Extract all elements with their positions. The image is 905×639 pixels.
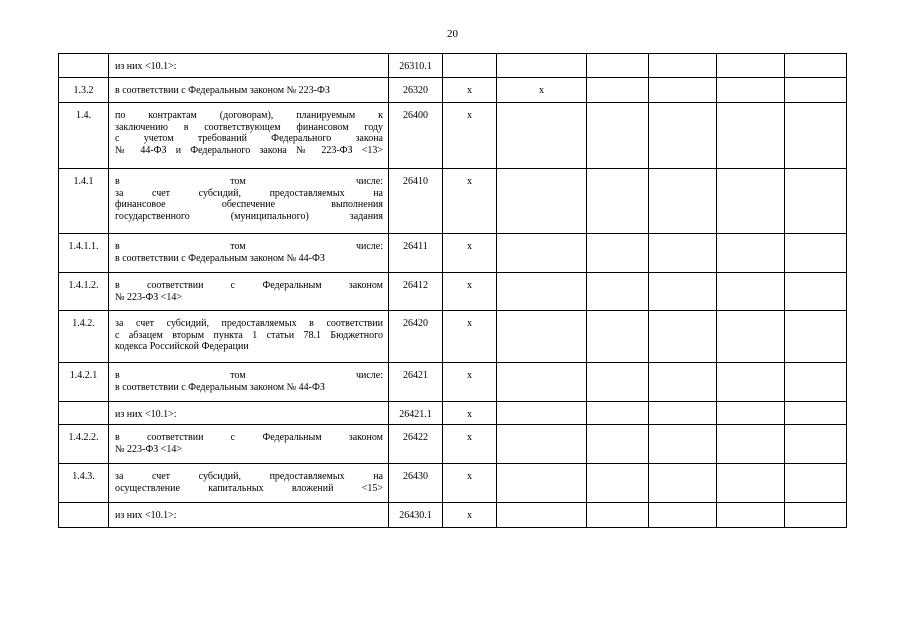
empty-cell: [587, 402, 649, 425]
empty-cell: [785, 103, 847, 169]
empty-cell: [649, 425, 717, 464]
empty-cell: [717, 169, 785, 234]
empty-cell: [649, 464, 717, 503]
description-line: из них <10.1>:: [115, 61, 177, 72]
description-line: в том числе:: [115, 241, 383, 252]
description-line: из них <10.1>:: [115, 510, 177, 521]
row-code: 26422: [389, 425, 443, 464]
empty-cell: [649, 363, 717, 402]
description-line: из них <10.1>:: [115, 409, 177, 420]
row-description: [109, 103, 389, 169]
row-description: [109, 363, 389, 402]
mark-cell: [497, 425, 587, 464]
empty-cell: [587, 273, 649, 311]
row-number: [59, 402, 109, 425]
empty-cell: [785, 54, 847, 78]
description-line: с учетом требований Федерального закона: [115, 133, 383, 144]
row-number: 1.4.2.: [59, 311, 109, 363]
empty-cell: [649, 273, 717, 311]
row-description: [109, 54, 389, 78]
empty-cell: [785, 425, 847, 464]
empty-cell: [717, 402, 785, 425]
empty-cell: [649, 234, 717, 273]
mark-cell: [497, 103, 587, 169]
description-line: заключению в соответствующем финансовом году: [115, 121, 383, 133]
mark-cell: [497, 169, 587, 234]
empty-cell: [649, 78, 717, 103]
mark-cell: [497, 273, 587, 311]
row-number: 1.3.2: [59, 78, 109, 103]
description-line: за счет субсидий, предоставляемых на: [115, 187, 383, 199]
mark-cell: x: [443, 503, 497, 528]
empty-cell: [649, 103, 717, 169]
row-code: 26410: [389, 169, 443, 234]
table-row: [59, 78, 847, 103]
empty-cell: [587, 503, 649, 528]
empty-cell: [785, 402, 847, 425]
description-line: № 223-ФЗ <14>: [115, 291, 183, 303]
row-code: 26421.1: [389, 402, 443, 425]
row-code: 26310.1: [389, 54, 443, 78]
row-description: [109, 169, 389, 234]
mark-cell: x: [443, 402, 497, 425]
row-code: 26400: [389, 103, 443, 169]
description-line: в соответствии с Федеральным законом № 44-ФЗ: [115, 381, 325, 393]
empty-cell: [717, 311, 785, 363]
empty-cell: [717, 273, 785, 311]
table-row: [59, 234, 847, 273]
empty-cell: [785, 503, 847, 528]
row-description: [109, 425, 389, 464]
description-line: № 223-ФЗ <14>: [115, 443, 183, 455]
empty-cell: [649, 169, 717, 234]
row-number: 1.4.2.2.: [59, 425, 109, 464]
mark-cell: [497, 402, 587, 425]
empty-cell: [587, 169, 649, 234]
empty-cell: [587, 78, 649, 103]
empty-cell: [649, 311, 717, 363]
empty-cell: [587, 234, 649, 273]
report-table: [58, 53, 847, 528]
row-description: [109, 234, 389, 273]
empty-cell: [785, 234, 847, 273]
row-code: 26420: [389, 311, 443, 363]
empty-cell: [785, 78, 847, 103]
row-description: [109, 464, 389, 503]
table-row: [59, 54, 847, 78]
description-line: № 44-ФЗ и Федерального закона № 223-ФЗ <13>: [115, 144, 383, 156]
mark-cell: x: [443, 273, 497, 311]
mark-cell: [497, 54, 587, 78]
mark-cell: x: [497, 78, 587, 103]
empty-cell: [649, 402, 717, 425]
table-row: [59, 311, 847, 363]
empty-cell: [717, 363, 785, 402]
description-line: осуществление капитальных вложений <15>: [115, 482, 383, 494]
empty-cell: [587, 363, 649, 402]
empty-cell: [717, 464, 785, 503]
mark-cell: x: [443, 363, 497, 402]
table-row: [59, 402, 847, 425]
description-line: государственного (муниципального) задания: [115, 210, 383, 222]
row-code: 26421: [389, 363, 443, 402]
mark-cell: [497, 363, 587, 402]
row-description: [109, 503, 389, 528]
mark-cell: x: [443, 234, 497, 273]
row-number: 1.4.: [59, 103, 109, 169]
empty-cell: [785, 273, 847, 311]
description-line: в соответствии с Федеральным законом: [115, 280, 383, 291]
empty-cell: [717, 103, 785, 169]
mark-cell: x: [443, 464, 497, 503]
mark-cell: x: [443, 311, 497, 363]
row-description: [109, 311, 389, 363]
description-line: с абзацем вторым пункта 1 статьи 78.1 Бюджетного: [115, 329, 383, 341]
table-row: [59, 363, 847, 402]
row-code: 26430.1: [389, 503, 443, 528]
row-code: 26412: [389, 273, 443, 311]
row-description: [109, 402, 389, 425]
empty-cell: [717, 54, 785, 78]
description-line: в соответствии с Федеральным законом № 44-ФЗ: [115, 252, 325, 264]
description-line: финансовое обеспечение выполнения: [115, 199, 383, 210]
empty-cell: [587, 54, 649, 78]
row-number: [59, 503, 109, 528]
row-number: 1.4.3.: [59, 464, 109, 503]
empty-cell: [717, 425, 785, 464]
mark-cell: [497, 234, 587, 273]
empty-cell: [587, 425, 649, 464]
page-number: 20: [447, 28, 458, 40]
empty-cell: [785, 169, 847, 234]
empty-cell: [587, 464, 649, 503]
table-row: [59, 103, 847, 169]
row-number: 1.4.1: [59, 169, 109, 234]
row-description: [109, 78, 389, 103]
row-code: 26430: [389, 464, 443, 503]
description-line: за счет субсидий, предоставляемых в соответствии: [115, 318, 383, 329]
row-description: [109, 273, 389, 311]
table-row: [59, 273, 847, 311]
mark-cell: [497, 464, 587, 503]
empty-cell: [785, 363, 847, 402]
description-line: в соответствии с Федеральным законом № 223-ФЗ: [115, 85, 330, 96]
table-row: [59, 503, 847, 528]
empty-cell: [717, 234, 785, 273]
mark-cell: x: [443, 169, 497, 234]
description-line: в том числе:: [115, 176, 383, 187]
empty-cell: [649, 503, 717, 528]
description-line: в соответствии с Федеральным законом: [115, 432, 383, 443]
description-line: по контрактам (договорам), планируемым к: [115, 110, 383, 121]
empty-cell: [785, 311, 847, 363]
row-number: 1.4.2.1: [59, 363, 109, 402]
table-row: [59, 464, 847, 503]
description-line: за счет субсидий, предоставляемых на: [115, 471, 383, 482]
description-line: кодекса Российской Федерации: [115, 341, 249, 352]
table-row: [59, 169, 847, 234]
mark-cell: [497, 503, 587, 528]
empty-cell: [717, 78, 785, 103]
mark-cell: [497, 311, 587, 363]
empty-cell: [587, 103, 649, 169]
mark-cell: x: [443, 103, 497, 169]
row-code: 26320: [389, 78, 443, 103]
empty-cell: [587, 311, 649, 363]
row-number: 1.4.1.2.: [59, 273, 109, 311]
empty-cell: [717, 503, 785, 528]
empty-cell: [785, 464, 847, 503]
row-number: [59, 54, 109, 78]
description-line: в том числе:: [115, 370, 383, 381]
row-number: 1.4.1.1.: [59, 234, 109, 273]
row-code: 26411: [389, 234, 443, 273]
empty-cell: [649, 54, 717, 78]
mark-cell: x: [443, 425, 497, 464]
mark-cell: x: [443, 78, 497, 103]
mark-cell: [443, 54, 497, 78]
table-row: [59, 425, 847, 464]
